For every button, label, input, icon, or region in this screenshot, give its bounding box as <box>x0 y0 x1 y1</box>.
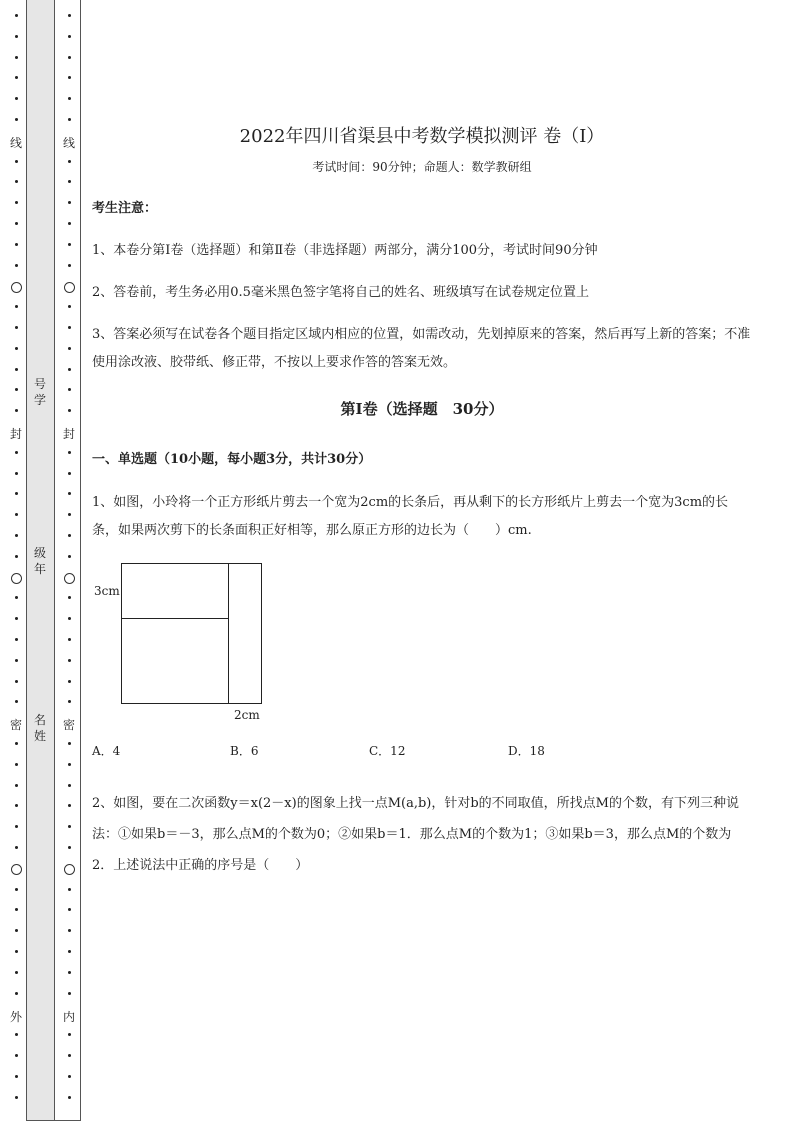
binding-dot <box>68 596 71 599</box>
field-name: 名姓 <box>33 713 46 743</box>
binding-circle <box>11 573 22 584</box>
question-2-text: 2、如图，要在二次函数y＝x(2－x)的图象上找一点M(a,b)，针对b的不同取值，所找点M的个数，有下列三种说法：①如果b＝－3，那么点M的个数为0；②如果b＝1．那么点M的个数为1；③如果b＝3，那么点M的个数为2．上述说法中正确的序号是（ ） <box>92 796 739 873</box>
strip-2cm <box>228 563 262 704</box>
binding-dot <box>15 305 18 308</box>
binding-dot <box>15 347 18 350</box>
outer-char-mi: 密 <box>10 718 23 732</box>
binding-dot <box>68 492 71 495</box>
binding-dot <box>15 950 18 953</box>
binding-dot <box>68 784 71 787</box>
binding-dot <box>68 451 71 454</box>
binding-dot <box>68 409 71 412</box>
binding-dot <box>68 971 71 974</box>
binding-dot <box>15 804 18 807</box>
binding-dot <box>15 742 18 745</box>
question-1-text: 1、如图，小玲将一个正方形纸片剪去一个宽为2cm的长条后，再从剩下的长方形纸片上剪去一个宽为3cm的长条，如果两次剪下的长条面积正好相等，那么原正方形的边长为（ ）cm. <box>92 495 729 538</box>
notice-item-2: 2、答卷前，考生务必用0.5毫米黑色签字笔将自己的姓名、班级填写在试卷规定位置上 <box>92 285 589 300</box>
binding-dot <box>68 388 71 391</box>
binding-dot <box>68 950 71 953</box>
field-grade: 级年 <box>33 546 46 576</box>
part-heading: 一、单选题（10小题，每小题3分，共计30分） <box>92 452 372 467</box>
strip-3cm <box>121 563 229 619</box>
binding-dot <box>15 201 18 204</box>
inner-char-feng: 封 <box>63 427 76 441</box>
binding-dot <box>68 35 71 38</box>
binding-dot <box>15 160 18 163</box>
binding-dot <box>15 1054 18 1057</box>
binding-dot <box>15 368 18 371</box>
binding-circle <box>11 282 22 293</box>
binding-dot <box>15 888 18 891</box>
section-title: 第I卷（选择题 30分） <box>340 400 504 418</box>
binding-dot <box>15 825 18 828</box>
binding-dot <box>15 617 18 620</box>
option-d: D．18 <box>508 744 545 758</box>
binding-dot <box>15 97 18 100</box>
binding-dot <box>68 680 71 683</box>
binding-dot <box>15 409 18 412</box>
binding-dot <box>15 243 18 246</box>
binding-bottom-line <box>26 1120 81 1121</box>
binding-inner-line <box>80 0 81 1121</box>
binding-dot <box>68 846 71 849</box>
page-title: 2022年四川省渠县中考数学模拟测评 卷（Ⅰ） <box>239 126 605 147</box>
binding-dot <box>68 908 71 911</box>
binding-dot <box>68 555 71 558</box>
binding-circle <box>64 573 75 584</box>
label-3cm: 3cm <box>94 584 120 598</box>
binding-dot <box>68 638 71 641</box>
binding-dot <box>15 492 18 495</box>
outer-char-feng: 封 <box>10 427 23 441</box>
binding-dot <box>15 596 18 599</box>
notice-item-3: 3、答案必须写在试卷各个题目指定区域内相应的位置，如需改动，先划掉原来的答案，然后再写上新的答案；不准使用涂改液、胶带纸、修正带，不按以上要求作答的答案无效。 <box>92 327 751 370</box>
binding-dot <box>15 222 18 225</box>
binding-dot <box>68 513 71 516</box>
binding-dot <box>15 513 18 516</box>
binding-dot <box>68 825 71 828</box>
binding-dot <box>68 888 71 891</box>
binding-dot <box>68 14 71 17</box>
binding-dot <box>15 56 18 59</box>
binding-dot <box>15 472 18 475</box>
binding-dot <box>15 680 18 683</box>
binding-dot <box>15 451 18 454</box>
binding-dot <box>68 1075 71 1078</box>
binding-circle <box>64 282 75 293</box>
binding-dot <box>68 929 71 932</box>
option-c: C．12 <box>369 744 406 758</box>
binding-dot <box>15 908 18 911</box>
binding-dot <box>68 326 71 329</box>
binding-dot <box>15 326 18 329</box>
binding-dot <box>68 305 71 308</box>
binding-dot <box>68 700 71 703</box>
binding-dot <box>68 76 71 79</box>
binding-dot <box>15 659 18 662</box>
binding-dot <box>15 1033 18 1036</box>
binding-dot <box>68 1054 71 1057</box>
binding-dot <box>15 1075 18 1078</box>
outer-char-xian: 线 <box>10 136 23 150</box>
binding-dot <box>68 160 71 163</box>
binding-dot <box>68 804 71 807</box>
binding-circle <box>64 864 75 875</box>
binding-dot <box>68 97 71 100</box>
question-1-figure <box>92 556 292 726</box>
binding-dot <box>68 243 71 246</box>
label-2cm: 2cm <box>234 708 260 722</box>
field-student-id: 号学 <box>33 377 46 407</box>
binding-dot <box>68 180 71 183</box>
page-subtitle: 考试时间：90分钟；命题人：数学教研组 <box>312 160 532 174</box>
binding-margin <box>0 0 82 1123</box>
inner-char-nei: 内 <box>63 1010 76 1024</box>
binding-dot <box>68 472 71 475</box>
binding-dot <box>15 929 18 932</box>
binding-dot <box>15 784 18 787</box>
notice-heading: 考生注意： <box>92 201 158 216</box>
binding-dot <box>68 264 71 267</box>
outer-char-wai: 外 <box>10 1010 23 1024</box>
binding-dot <box>15 638 18 641</box>
binding-dot <box>68 1096 71 1099</box>
binding-dot <box>68 347 71 350</box>
binding-dot <box>68 742 71 745</box>
binding-dot <box>68 1033 71 1036</box>
binding-dot <box>15 534 18 537</box>
option-b: B．6 <box>230 744 259 758</box>
binding-dot <box>15 1096 18 1099</box>
binding-dot <box>15 846 18 849</box>
binding-dot <box>15 971 18 974</box>
binding-dot <box>15 14 18 17</box>
binding-dot <box>68 56 71 59</box>
binding-dot <box>68 368 71 371</box>
binding-dot <box>15 388 18 391</box>
binding-dot <box>15 992 18 995</box>
inner-char-xian: 线 <box>63 136 76 150</box>
binding-dot <box>68 201 71 204</box>
binding-dot <box>68 992 71 995</box>
binding-dot <box>68 118 71 121</box>
binding-dot <box>68 763 71 766</box>
binding-dot <box>68 534 71 537</box>
binding-dot <box>15 76 18 79</box>
binding-dot <box>15 555 18 558</box>
option-a: A．4 <box>92 744 121 758</box>
binding-dot <box>15 118 18 121</box>
binding-dot <box>68 659 71 662</box>
binding-dot <box>68 617 71 620</box>
binding-dot <box>15 264 18 267</box>
binding-dot <box>15 700 18 703</box>
inner-char-mi: 密 <box>63 718 76 732</box>
binding-circle <box>11 864 22 875</box>
binding-dot <box>15 180 18 183</box>
notice-item-1: 1、本卷分第I卷（选择题）和第Ⅱ卷（非选择题）两部分，满分100分，考试时间90分钟 <box>92 243 598 258</box>
binding-dot <box>15 763 18 766</box>
binding-dot <box>15 35 18 38</box>
binding-dot <box>68 222 71 225</box>
